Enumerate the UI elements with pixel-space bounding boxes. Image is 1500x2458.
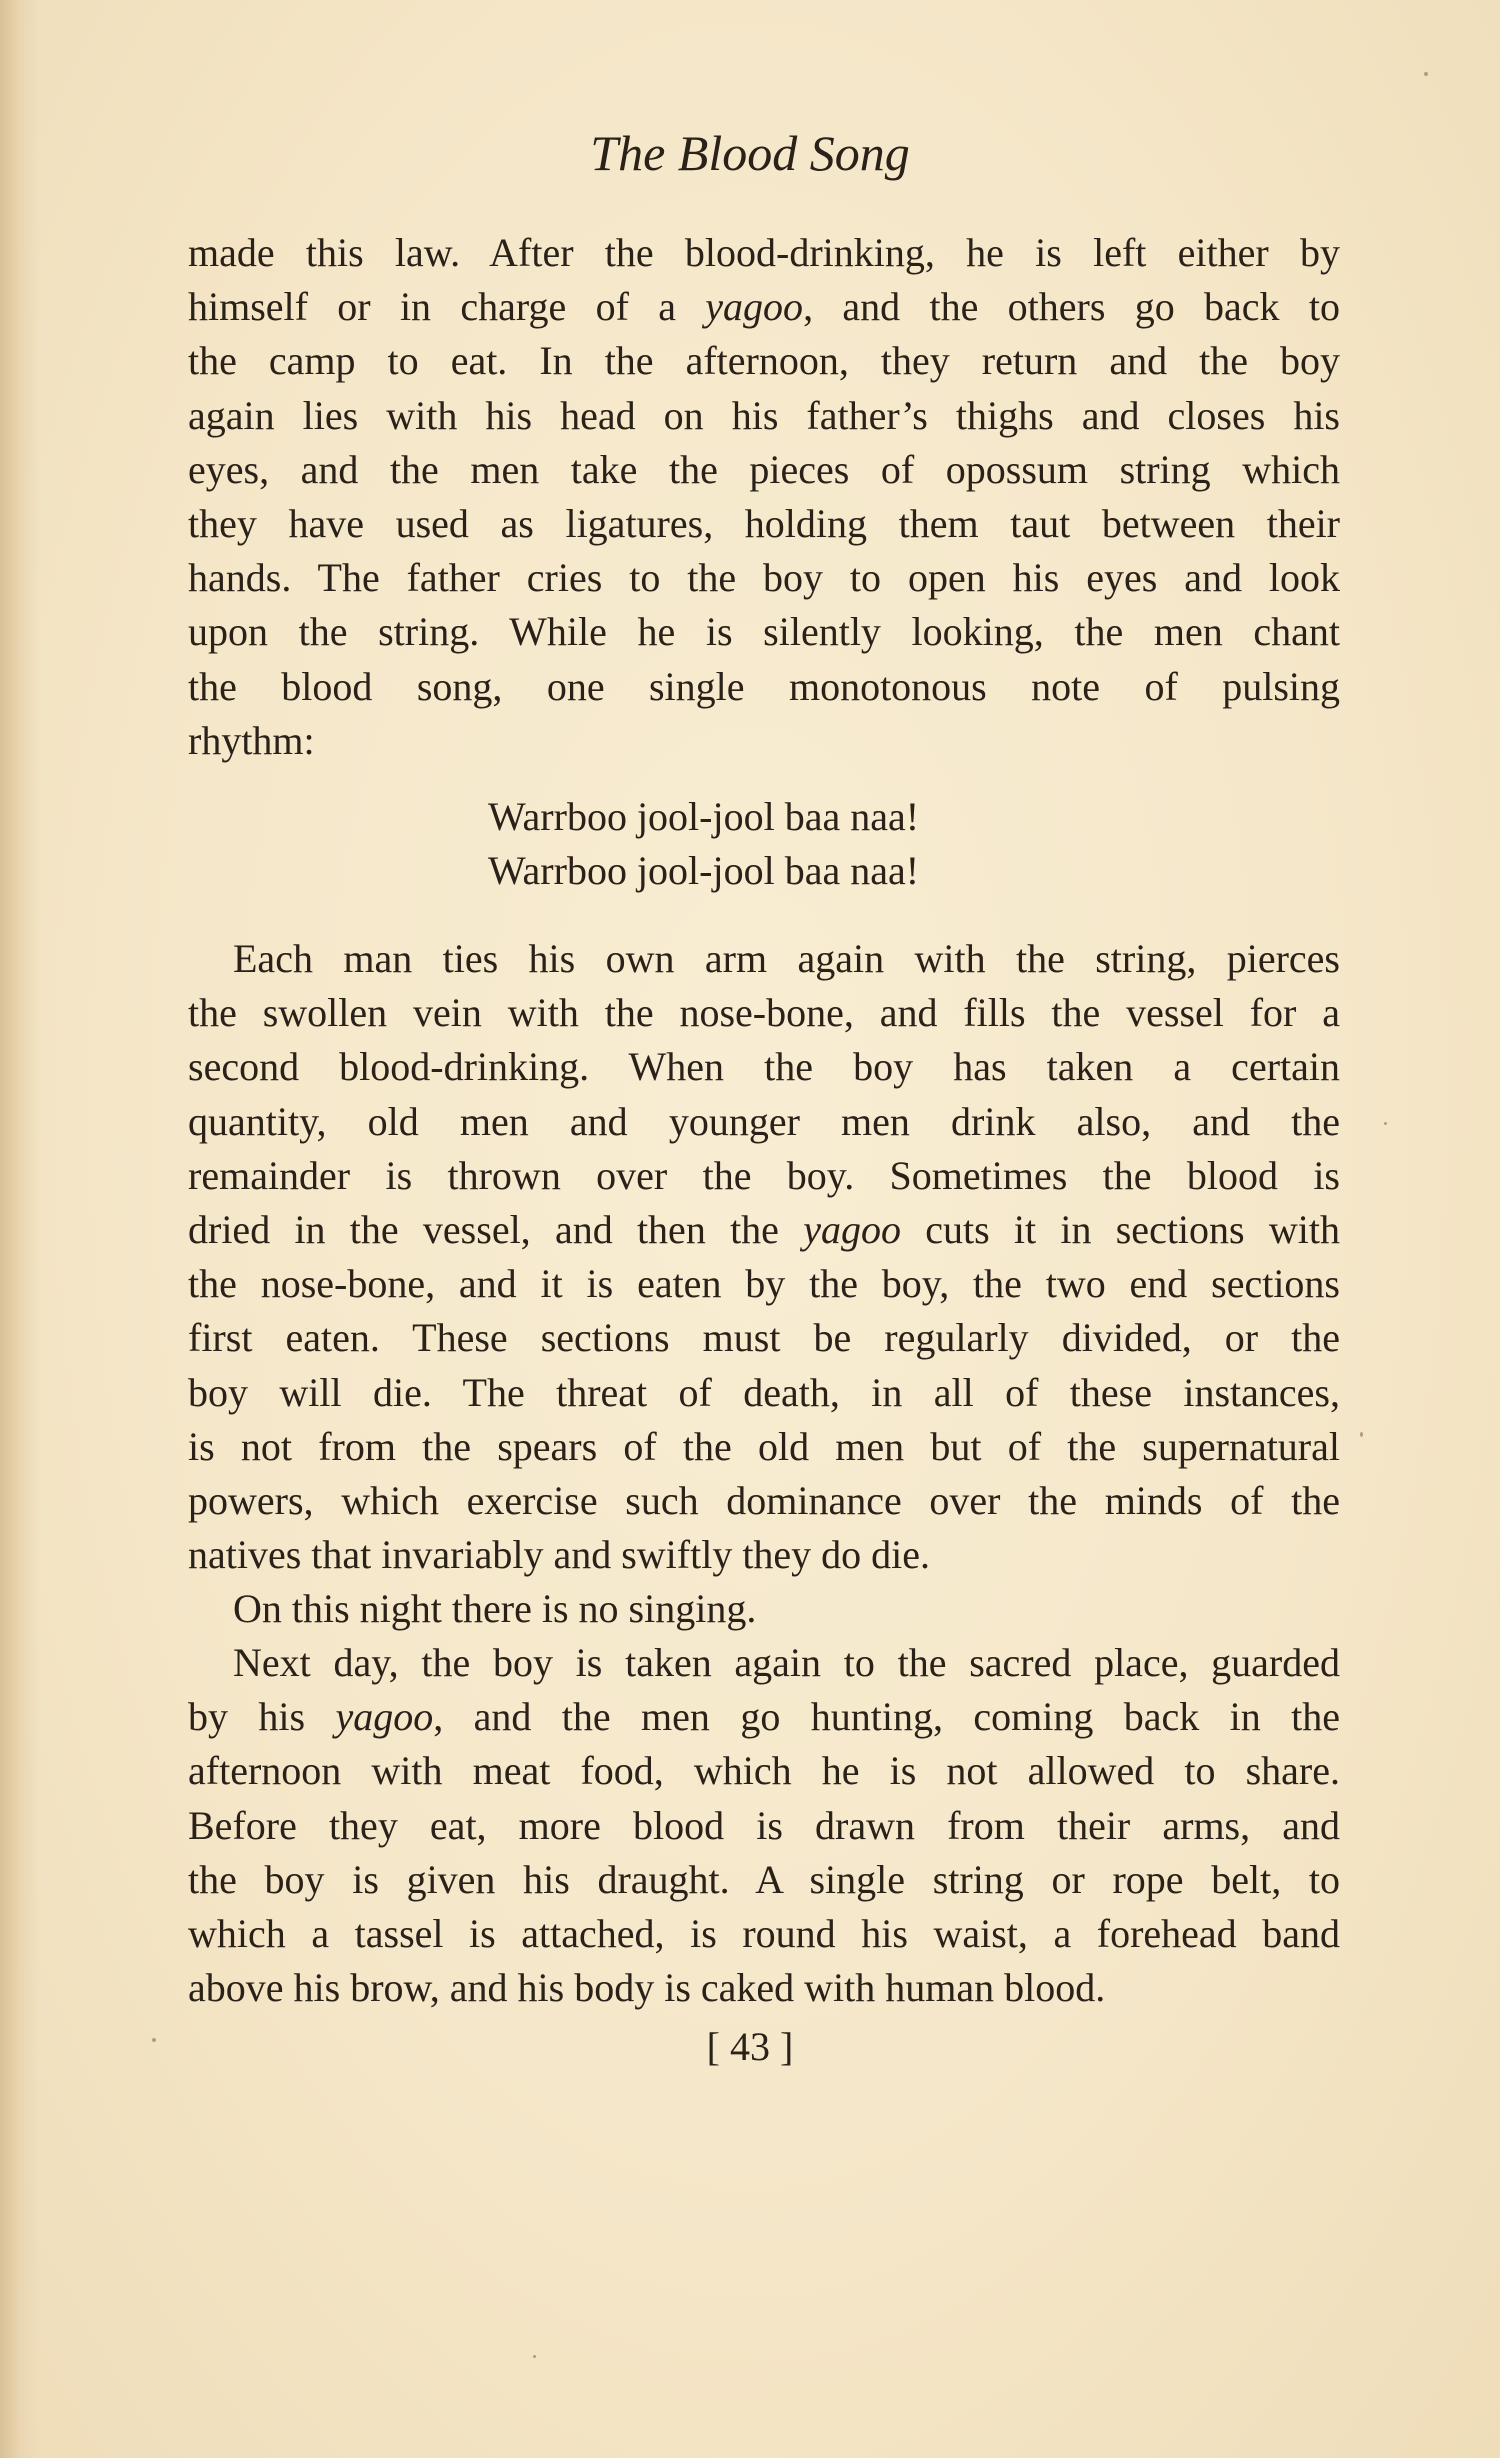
text-line xyxy=(188,1636,1340,1690)
text-run: the swollen vein with the nose-bone, and fills the vessel for a xyxy=(188,990,1340,1036)
page-number: [ 43 ] xyxy=(706,2024,794,2069)
text-line xyxy=(188,226,1340,280)
text-run: which a tassel is attached, is round his waist, a forehead band xyxy=(188,1910,1340,1956)
text-run: , and the men go hunting, coming back in the xyxy=(433,1694,1340,1740)
text-run: On this night there is no singing. xyxy=(233,1586,757,1631)
text-line xyxy=(188,932,1340,986)
paper-speck xyxy=(1384,1122,1387,1125)
text-run: Next day, the boy is taken again to the sacred place, guarded xyxy=(233,1640,1340,1685)
text-line xyxy=(188,1366,1340,1420)
text-run: rhythm: xyxy=(188,717,315,763)
text-run: made this law. After the blood-drinking, he is left either by xyxy=(188,230,1340,275)
text-run: hands. The father cries to the boy to open his eyes and look xyxy=(188,555,1340,601)
text-run: second blood-drinking. When the boy has taken a certain xyxy=(188,1044,1340,1090)
text-line xyxy=(188,1257,1340,1311)
text-line xyxy=(188,280,1340,334)
text-line xyxy=(188,1040,1340,1094)
text-line xyxy=(188,1582,1340,1636)
text-line xyxy=(188,497,1340,551)
text-line xyxy=(188,1203,1340,1257)
text-run: remainder is thrown over the boy. Sometimes the blood is xyxy=(188,1152,1340,1198)
text-line xyxy=(188,1149,1340,1203)
text-run: above his brow, and his body is caked with human blood. xyxy=(188,1965,1106,2011)
text-run: by his xyxy=(188,1694,336,1740)
text-run: dried in the vessel, and then the xyxy=(188,1206,804,1252)
song-verse xyxy=(0,790,1500,898)
text-line xyxy=(188,1690,1340,1744)
text-run: the camp to eat. In the afternoon, they return and the boy xyxy=(188,338,1340,384)
text-run: cuts it in sections with xyxy=(900,1206,1340,1252)
italic-term: yagoo xyxy=(705,284,804,330)
text-line xyxy=(188,1744,1340,1798)
text-line xyxy=(188,1528,1340,1582)
text-line xyxy=(188,389,1340,443)
text-line xyxy=(188,1311,1340,1365)
page-gutter-shadow xyxy=(0,0,40,2458)
paragraph-1 xyxy=(188,226,1340,768)
text-line xyxy=(188,551,1340,605)
text-line xyxy=(188,1961,1340,2015)
verse-line-2: Warrboo jool-jool baa naa! xyxy=(488,848,920,893)
text-run: the nose-bone, and it is eaten by the boy, the two end sections xyxy=(188,1261,1340,1307)
text-run: himself or in charge of a xyxy=(188,284,706,330)
italic-term: yagoo xyxy=(335,1694,434,1740)
paper-speck xyxy=(533,2355,536,2358)
text-run: quantity, old men and younger men drink also, and the xyxy=(188,1098,1340,1144)
text-line xyxy=(188,986,1340,1040)
text-run: Before they eat, more blood is drawn from their arms, and xyxy=(188,1802,1340,1848)
text-run: again lies with his head on his father’s thighs and closes his xyxy=(188,392,1340,438)
text-line xyxy=(188,1474,1340,1528)
text-run: Each man ties his own arm again with the string, pierces xyxy=(233,936,1340,981)
verse-line-1: Warrboo jool-jool baa naa! xyxy=(488,794,920,839)
paper-speck xyxy=(1360,1432,1363,1437)
paragraph-3 xyxy=(188,1582,1340,1636)
paragraph-2 xyxy=(188,932,1340,1582)
text-line xyxy=(188,660,1340,714)
text-run: the blood song, one single monotonous note of pulsing xyxy=(188,663,1340,709)
text-run: powers, which exercise such dominance over the minds of the xyxy=(188,1477,1340,1523)
paper-speck xyxy=(152,2038,156,2042)
text-run: , and the others go back to xyxy=(803,284,1340,330)
text-line xyxy=(188,334,1340,388)
text-line xyxy=(188,1853,1340,1907)
text-run: afternoon with meat food, which he is not allowed to share. xyxy=(188,1748,1340,1794)
text-run: the boy is given his draught. A single string or rope belt, to xyxy=(188,1856,1340,1902)
text-line xyxy=(188,443,1340,497)
text-line xyxy=(188,1799,1340,1853)
text-run: first eaten. These sections must be regularly divided, or the xyxy=(188,1315,1340,1361)
text-line xyxy=(188,1095,1340,1149)
text-run: eyes, and the men take the pieces of opossum string which xyxy=(188,446,1340,492)
text-run: is not from the spears of the old men but of the supernatural xyxy=(188,1423,1340,1469)
italic-term: yagoo xyxy=(803,1206,901,1252)
paper-speck xyxy=(1424,72,1428,76)
text-run: natives that invariably and swiftly they do die. xyxy=(188,1532,931,1578)
text-run: boy will die. The threat of death, in all of these instances, xyxy=(188,1369,1340,1415)
text-line xyxy=(188,605,1340,659)
running-head: The Blood Song xyxy=(590,125,910,181)
text-run: upon the string. While he is silently looking, the men chant xyxy=(188,609,1340,655)
text-line xyxy=(188,1420,1340,1474)
text-line xyxy=(188,1907,1340,1961)
text-line xyxy=(188,714,1340,768)
text-run: they have used as ligatures, holding them taut between their xyxy=(188,500,1340,546)
paragraph-4 xyxy=(188,1636,1340,2015)
